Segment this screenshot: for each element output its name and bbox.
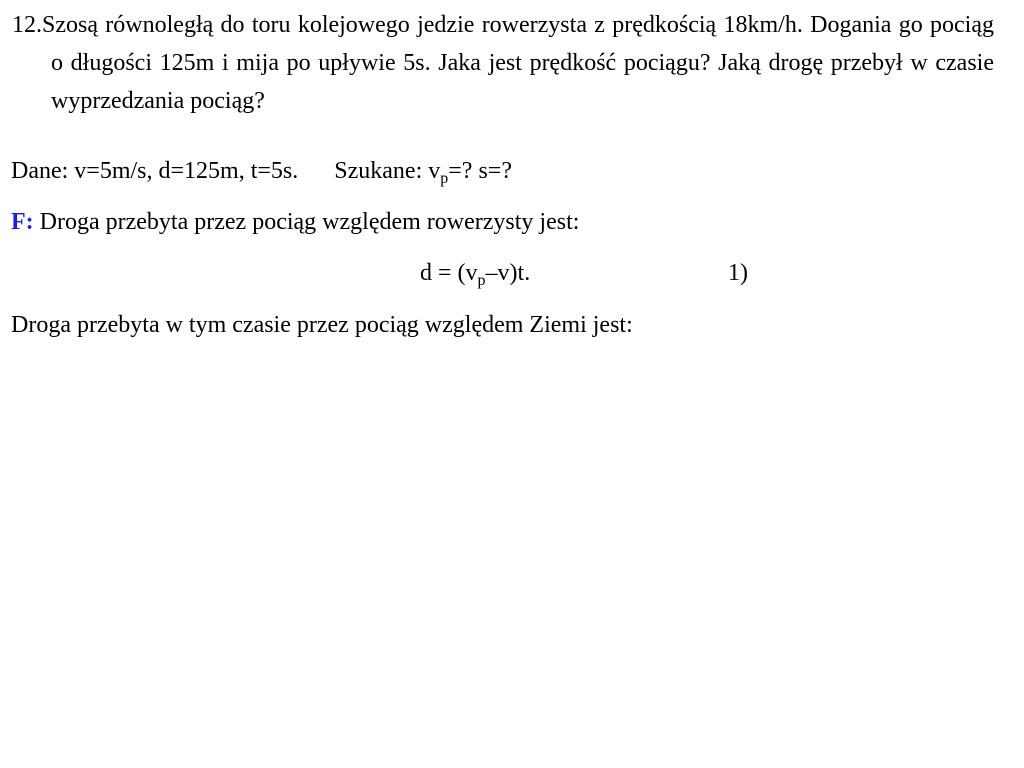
physics-text: Droga przebyta przez pociąg względem rowerzysty jest:	[33, 209, 580, 235]
given-line	[11, 156, 512, 186]
equation	[420, 258, 530, 288]
physics-label: F:	[11, 209, 34, 235]
equation-suffix: –v)t.	[485, 260, 531, 286]
problem-statement: 12.Szosą równoległą do toru kolejowego jedzie rowerzysta z prędkością 18km/h. Dogania go pociąg o długości 125m i mija po upływie 5s. Jaka jest prędkość pociągu? Jaką drogę przebył w czasie wyprzedzania pociąg?	[12, 12, 994, 114]
sought-suffix: =? s=?	[448, 158, 512, 184]
given-values: Dane: v=5m/s, d=125m, t=5s.	[11, 158, 299, 184]
equation-prefix: d = (v	[420, 260, 478, 286]
earth-line: Droga przebyta w tym czasie przez pociąg względem Ziemi jest:	[11, 312, 633, 338]
equation-subscript: p	[477, 272, 486, 289]
physics-line	[11, 207, 579, 237]
sought-values	[334, 158, 512, 187]
equation-number: 1)	[728, 260, 748, 286]
sought-prefix: Szukane: v	[334, 158, 441, 184]
sought-subscript: p	[440, 170, 449, 187]
